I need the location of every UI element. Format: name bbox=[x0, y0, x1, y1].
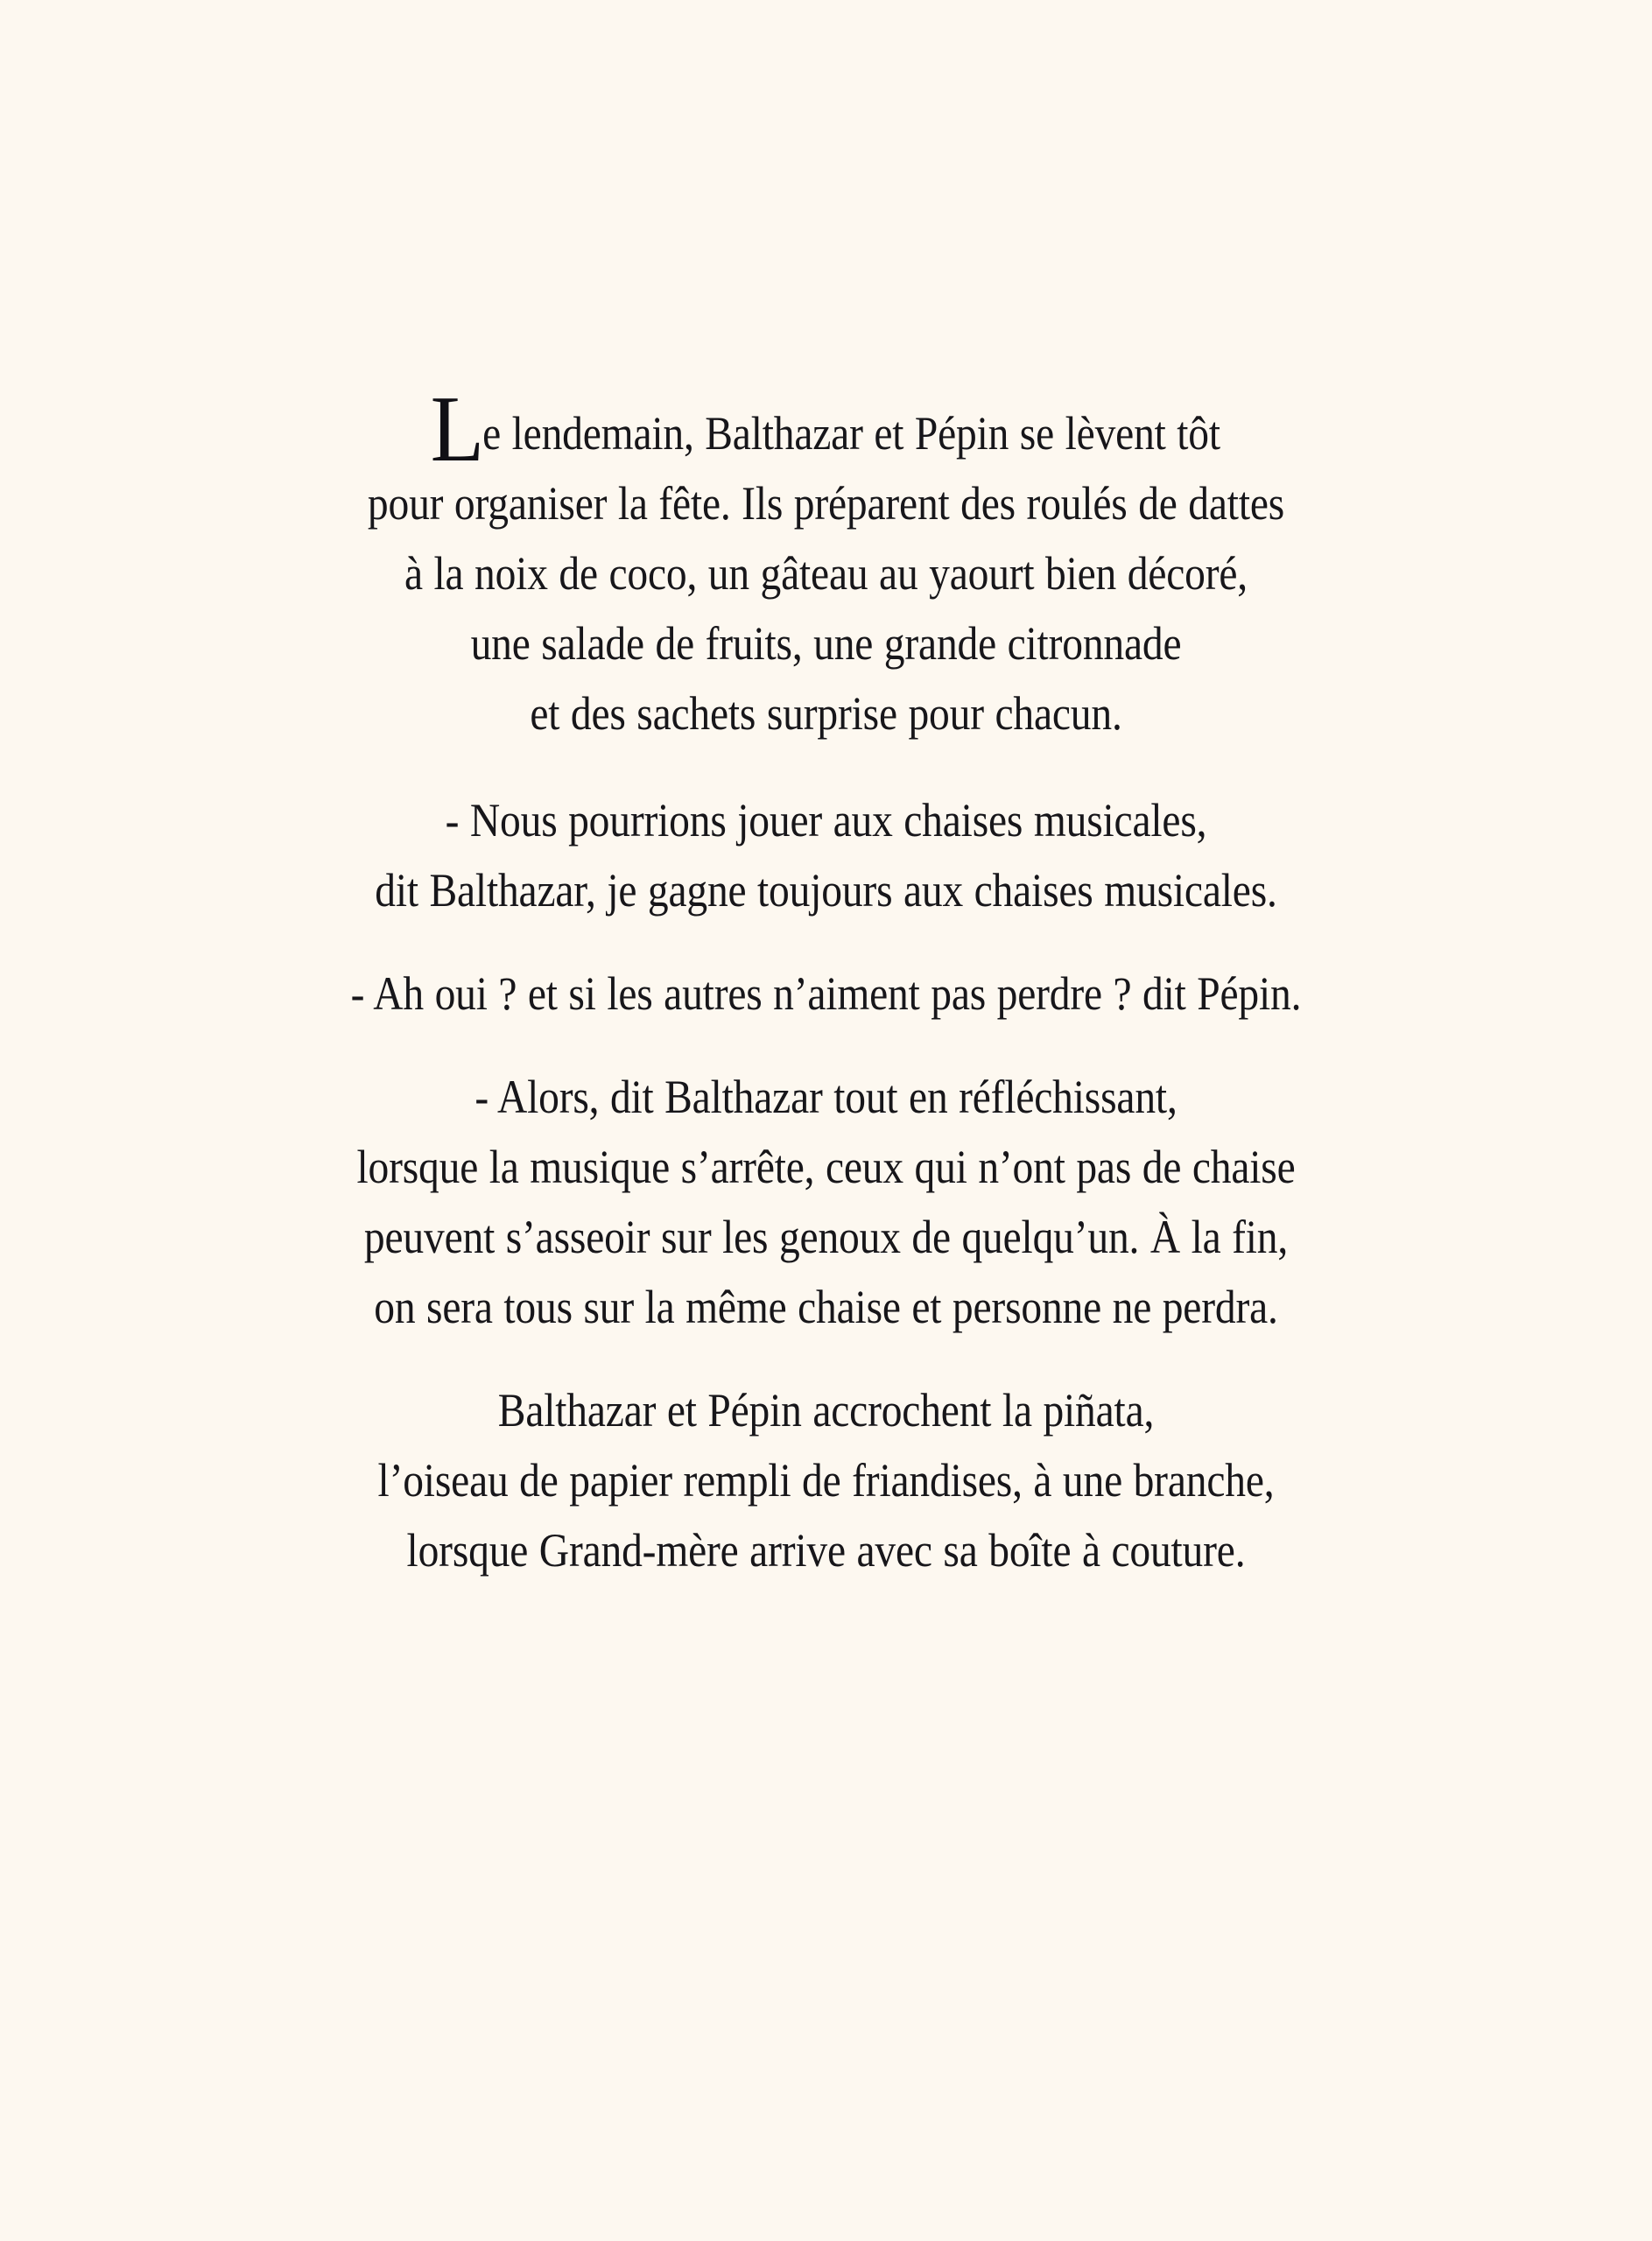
paragraph-4-line-3: peuvent s’asseoir sur les genoux de quelqu’un. À la fin, bbox=[363, 1211, 1289, 1263]
paragraph-4-line-2: lorsque la musique s’arrête, ceux qui n’ont pas de chaise bbox=[356, 1141, 1296, 1193]
paragraph-4-line-4: on sera tous sur la même chaise et personne ne perdra. bbox=[374, 1281, 1278, 1333]
paragraph-5-line-2: l’oiseau de papier rempli de friandises, à une branche, bbox=[377, 1454, 1275, 1507]
paragraph-1-line-4: une salade de fruits, une grande citronnade bbox=[470, 617, 1182, 670]
paragraph-2-line-2: dit Balthazar, je gagne toujours aux chaises musicales. bbox=[375, 864, 1277, 917]
paragraph-5 bbox=[207, 1375, 1445, 1585]
paragraph-5-line-1: Balthazar et Pépin accrochent la piñata, bbox=[497, 1384, 1155, 1437]
paragraph-4 bbox=[207, 1062, 1445, 1342]
paragraph-3-line-1: - Ah oui ? et si les autres n’aiment pas perdre ? dit Pépin. bbox=[350, 967, 1302, 1020]
paragraph-1-line-1: Le lendemain, Balthazar et Pépin se lèvent tôt bbox=[430, 377, 1220, 481]
paragraph-2 bbox=[207, 785, 1445, 925]
paragraph-1 bbox=[207, 377, 1445, 748]
paragraph-1-line-1-text: e lendemain, Balthazar et Pépin se lèvent tôt bbox=[482, 407, 1220, 460]
paragraph-2-line-1: - Nous pourrions jouer aux chaises musicales, bbox=[445, 794, 1207, 847]
paragraph-1-line-5: et des sachets surprise pour chacun. bbox=[530, 687, 1122, 740]
paragraph-1-line-3: à la noix de coco, un gâteau au yaourt bien décoré, bbox=[404, 547, 1248, 600]
story-text-block bbox=[123, 377, 1529, 1585]
paragraph-5-line-3: lorsque Grand-mère arrive avec sa boîte à couture. bbox=[406, 1524, 1246, 1577]
paragraph-3 bbox=[207, 959, 1445, 1029]
paragraph-4-line-1: - Alors, dit Balthazar tout en réfléchissant, bbox=[475, 1071, 1177, 1123]
paragraph-1-line-2: pour organiser la fête. Ils préparent des roulés de dattes bbox=[367, 477, 1285, 530]
